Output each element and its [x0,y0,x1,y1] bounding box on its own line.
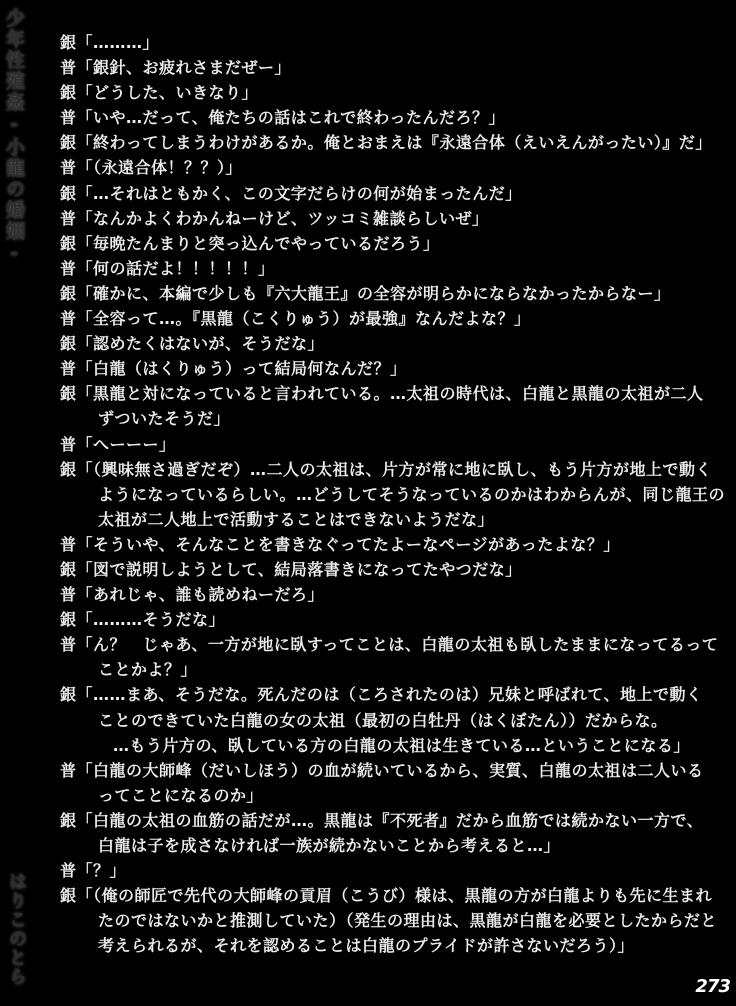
series-title-vertical: 少年性殖姦-小龍の婚姻- [3,8,25,266]
speaker-label: 普 [60,108,77,128]
speaker-label: 普 [60,635,77,655]
dialogue-text: 「どうした、いきなり」 [76,83,259,103]
dialogue-line [60,432,720,457]
dialogue-text: 「？」 [76,861,127,881]
dialogue-text: 白龍は子を成さなければ一族が続かないことから考えると…」 [98,836,561,855]
dialogue-line [60,482,726,507]
dialogue-line [60,858,720,883]
speaker-label: 銀 [60,334,77,354]
speaker-label: 銀 [60,559,77,579]
dialogue-text: ようになっているらしい。…どうしてそうなっているのかはわからんが、同じ龍王の [98,484,726,504]
dialogue-line [60,582,720,607]
dialogue-line [60,181,720,206]
dialogue-text: 「何の話だよ！！！！！」 [76,258,275,278]
speaker-label: 普 [60,434,77,454]
dialogue-line [60,256,720,281]
speaker-label: 普 [60,258,77,278]
dialogue-line [60,557,720,582]
dialogue-line [60,607,720,632]
author-credit-vertical: はりこのとら [6,872,27,986]
dialogue-text: 「なんかよくわかんねーけど、ツッコミ雑談らしいぜ」 [76,208,489,228]
dialogue-line [60,657,720,682]
dialogue-line [60,758,720,783]
dialogue-text: …もう片方の、臥している方の白龍の太祖は生きている…ということになる」 [113,735,690,755]
speaker-label: 普 [60,359,77,379]
dialogue-line [60,406,720,431]
dialogue-line [60,682,720,707]
dialogue-text: ことのできていた白龍の女の太祖（最初の白牡丹（はくぼたん））だからな。 [98,710,668,730]
page-number: 273 [695,976,730,997]
speaker-label: 銀 [60,83,77,103]
speaker-label: 銀 [60,810,77,830]
speaker-label: 銀 [60,886,77,906]
dialogue-text: 「毎晩たんまりと突っ込んでやっているだろう」 [76,233,440,253]
dialogue-line [60,933,720,958]
speaker-label: 銀 [60,133,77,153]
dialogue-text: 考えられるが、それを認めることは白龍のプライドが許さないだろう）」 [98,936,635,956]
speaker-label: 銀 [60,33,77,52]
dialogue-line [60,130,720,155]
dialogue-text: 「（俺の師匠で先代の大師峰の貢眉（こうび）様は、黒龍の方が白龍よりも先に生まれ [76,886,713,906]
dialogue-text: 「白龍の太祖の血筋の話だが…。黒龍は『不死者』だから血筋では続かない一方で、 [76,810,704,830]
dialogue-line [60,206,720,231]
dialogue-line [60,733,720,758]
dialogue-line [60,457,720,482]
dialogue-line [60,155,720,180]
dialogue-text: 「図で説明しようとして、結局落書きになってたやつだな」 [76,559,522,579]
speaker-label: 普 [60,309,77,329]
dialogue-line [60,356,720,381]
dialogue-text: 「認めたくはないが、そうだな」 [76,334,325,354]
dialogue-line [60,30,720,55]
speaker-label: 銀 [60,610,77,630]
speaker-label: 銀 [60,183,77,203]
dialogue-text: 「ん？ じゃあ、一方が地に臥すってことは、白龍の太祖も臥したままになってるって [76,635,719,655]
dialogue-line [60,632,720,657]
dialogue-line [60,105,720,130]
dialogue-line [60,808,720,833]
dialogue-line [60,331,720,356]
dialogue-text: 「へーーー」 [76,434,176,454]
speaker-label: 銀 [60,685,77,705]
speaker-label: 銀 [60,283,77,303]
dialogue-text: 「………そうだな」 [76,610,226,630]
dialogue-text: たのではないかと推測していた）（発生の理由は、黒龍が白龍を必要としたからだと [98,911,718,931]
dialogue-text: 「（永遠合体！？？）」 [76,158,243,178]
dialogue-text: 「そういや、そんなことを書きなぐってたよーなページがあったよな？」 [76,534,620,554]
dialogue-line [60,507,720,532]
speaker-label: 普 [60,534,77,554]
dialogue-text: ずついたそうだ」 [98,409,231,429]
dialogue-line [60,306,720,331]
dialogue-text: 「白龍（はくりゅう）って結局何なんだ？」 [76,359,407,379]
dialogue-text: 「黒龍と対になっていると言われている。…太祖の時代は、白龍と黒龍の太祖が二人 [76,384,704,404]
dialogue-text: 「銀針、お疲れさまだぜー」 [76,58,292,78]
dialogue-line [60,833,720,858]
speaker-label: 普 [60,585,77,605]
dialogue-text: ことかよ？」 [98,660,198,680]
speaker-label: 銀 [60,233,77,253]
speaker-label: 銀 [60,384,77,404]
dialogue-line [60,708,720,733]
dialogue-text: 太祖が二人地上で活動することはできないようだな」 [98,509,495,529]
dialogue-text: 「白龍の大師峰（だいしほう）の血が続いているから、実質、白龍の太祖は二人いる [76,760,704,780]
dialogue-line [60,908,720,933]
dialogue-text: 「（興味無さ過ぎだぞ）…二人の太祖は、片方が常に地に臥し、もう片方が地上で動く [76,459,713,479]
dialogue-line [60,55,720,80]
dialogue-text: 「あれじゃ、誰も読めねーだろ」 [76,585,325,605]
speaker-label: 普 [60,861,77,881]
dialogue-line [60,783,720,808]
dialogue-line [60,281,720,306]
dialogue-text: 「…それはともかく、この文字だらけの何が始まったんだ」 [76,183,522,203]
dialogue-line [60,80,720,105]
dialogue-line [60,532,720,557]
speaker-label: 普 [60,208,77,228]
dialogue-line [60,883,720,908]
dialogue-text: 「………」 [76,33,160,52]
dialogue-text: 「終わってしまうわけがあるか。俺とおまえは『永遠合体（えいえんがったい）』だ」 [76,133,712,153]
dialogue-line [60,381,720,406]
dialogue-text: 「……まあ、そうだな。死んだのは（ころされたのは）兄妹と呼ばれて、地上で動く [76,685,703,705]
dialogue-text: ってことになるのか」 [98,785,264,805]
dialogue-text: 「いや…だって、俺たちの話はこれで終わったんだろ？」 [76,108,506,128]
dialogue-line [60,231,720,256]
dialogue-block [60,30,726,958]
speaker-label: 普 [60,158,77,178]
speaker-label: 銀 [60,459,77,479]
speaker-label: 普 [60,760,77,780]
dialogue-text: 「確かに、本編で少しも『六大龍王』の全容が明らかにならなかったからなー」 [76,283,671,303]
dialogue-text: 「全容って…。『黒龍（こくりゅう）が最強』なんだよな？」 [76,309,531,329]
speaker-label: 普 [60,58,77,78]
